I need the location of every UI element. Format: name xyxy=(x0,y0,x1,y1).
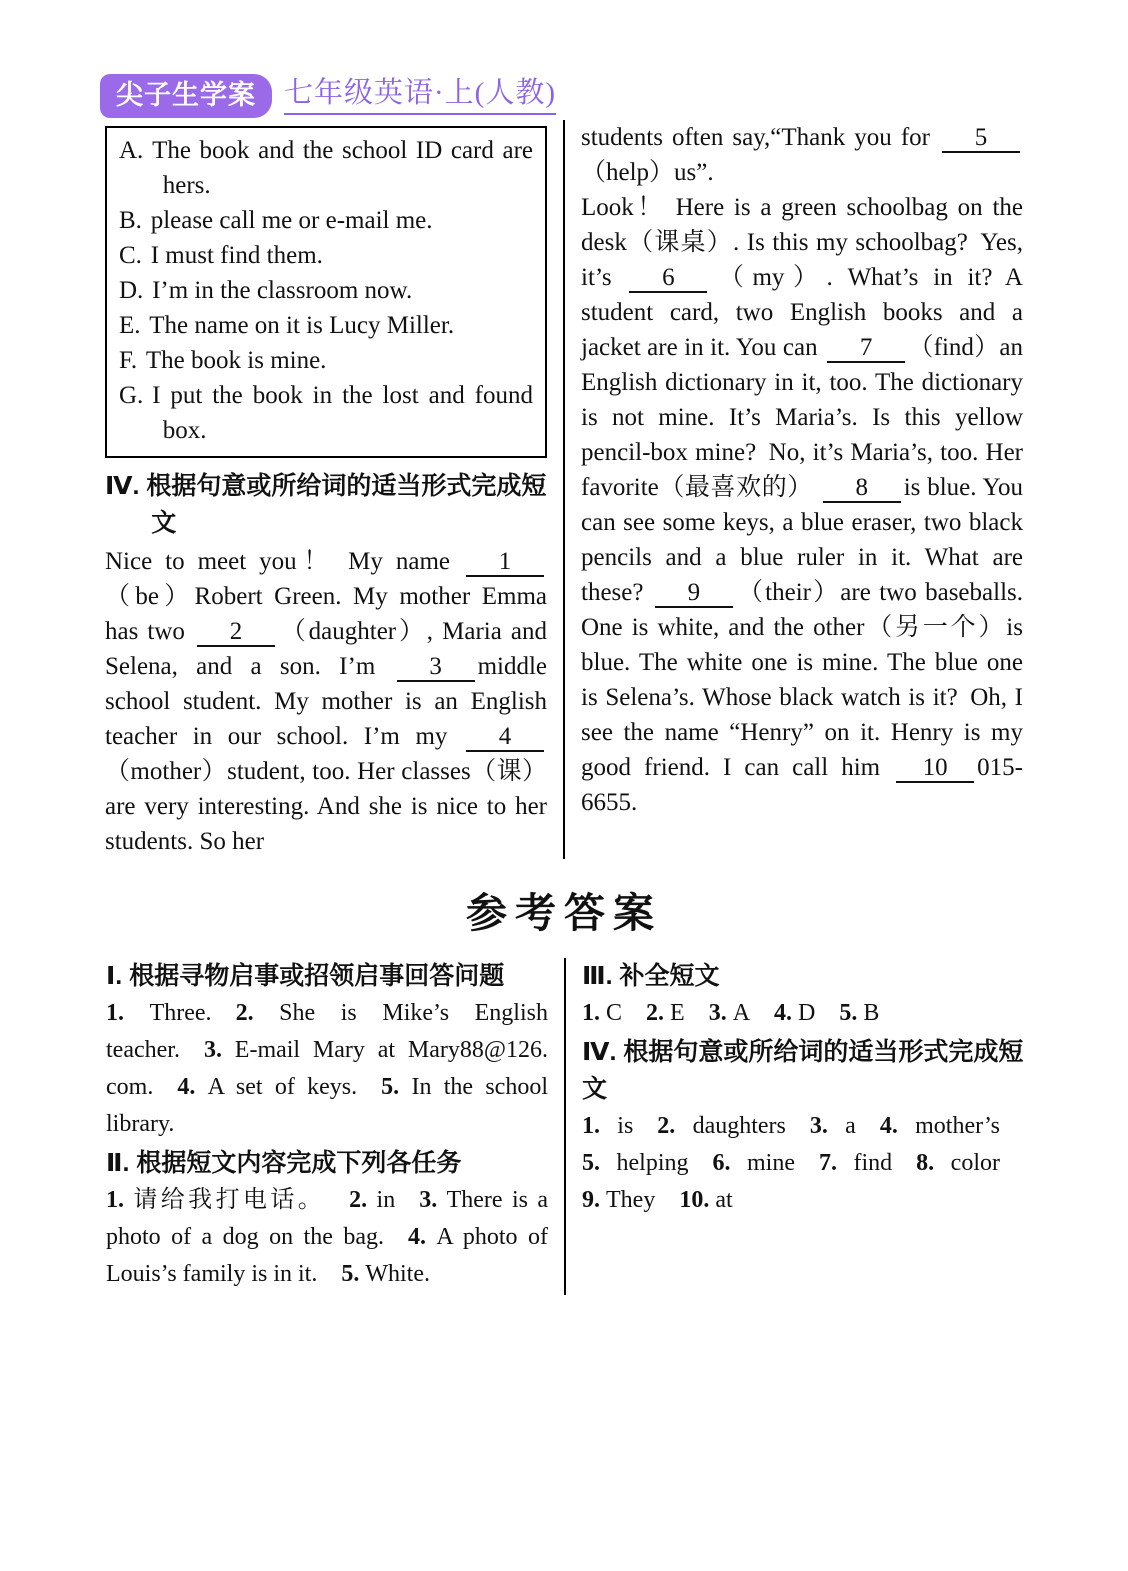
answer-number: 2. xyxy=(657,1113,676,1139)
blank-10: 10 xyxy=(896,755,974,783)
answer-items-3: 1. C 2. E 3. A 4. D 5. B xyxy=(582,1000,880,1026)
option-item-g xyxy=(119,378,533,448)
blank-8: 8 xyxy=(823,475,901,503)
answer-number: 3. xyxy=(203,1037,222,1063)
option-text: The book and the school ID card are hers. xyxy=(152,137,533,199)
answer-heading-4: Ⅳ. 根据句意或所给词的适当形式完成短文 xyxy=(582,1038,1024,1103)
option-item-f xyxy=(119,343,533,378)
answer-number: 2. xyxy=(349,1187,368,1213)
option-item-a xyxy=(119,133,533,203)
exercise-section xyxy=(105,120,1025,859)
option-label: A. xyxy=(119,137,144,164)
answer-number: 4. xyxy=(879,1113,898,1139)
answer-heading-1: Ⅰ. 根据寻物启事或招领启事回答问题 xyxy=(106,962,505,990)
answer-number: 6. xyxy=(712,1150,731,1176)
answer-items-2: 1. 请给我打电话。 2. in 3. There is a photo of a dog on the bag. 4. A photo of Louis’s family is in it. 5. White. xyxy=(106,1187,548,1287)
exercise-right-column xyxy=(581,120,1023,859)
blank-2: 2 xyxy=(197,619,275,647)
answer-number: 3. xyxy=(419,1187,438,1213)
answers-left-column xyxy=(106,958,548,1295)
option-label: C. xyxy=(119,242,142,269)
option-label: B. xyxy=(119,207,142,234)
option-item-d xyxy=(119,273,533,308)
blank-7: 7 xyxy=(827,335,905,363)
brand-badge: 尖子生学案 xyxy=(100,74,272,118)
answer-number: 5. xyxy=(582,1150,600,1176)
answer-number: 5. xyxy=(381,1074,400,1100)
answer-number: 2. xyxy=(646,1000,665,1026)
answer-number: 2. xyxy=(235,1000,254,1026)
option-item-e xyxy=(119,308,533,343)
answer-number: 4. xyxy=(177,1074,196,1100)
option-label: D. xyxy=(119,277,144,304)
option-label: F. xyxy=(119,347,138,374)
answer-heading-2: Ⅱ. 根据短文内容完成下列各任务 xyxy=(106,1149,462,1177)
answer-number: 9. xyxy=(582,1187,600,1213)
answer-number: 4. xyxy=(774,1000,793,1026)
option-text: I must find them. xyxy=(150,242,323,269)
options-box xyxy=(105,126,547,458)
blank-1: 1 xyxy=(466,549,544,577)
option-label: E. xyxy=(119,312,141,339)
section-iv-heading: Ⅳ. 根据句意或所给词的适当形式完成短文 xyxy=(105,472,547,537)
answer-number: 3. xyxy=(708,1000,727,1026)
answers-right-column xyxy=(582,958,1024,1295)
cloze-passage-part3: Look！ Here is a green schoolbag on the desk（课桌）. Is this my schoolbag? Yes, it’s 6 （my）. What’s in it? A student card, two English books and a jacket are in it. You can 7 （find）an English dictionary in it, too. The dictionary is not mine. It’s Maria’s. Is this yellow pencil-box mine? No, it’s Maria’s, too. Her favorite（最喜欢的） 8 is blue. You can see some keys, a blue eraser, two black pencils and a blue ruler in it. What are these? 9 （their）are two baseballs. One is white, and the other（另一个）is blue. The white one is mine. The blue one is Selena’s. Whose black watch is it? Oh, I see the name “Henry” on it. Henry is my good friend. I can call him 10 015-6655. xyxy=(581,194,1023,816)
answer-number: 1. xyxy=(582,1113,600,1139)
answer-heading-3: Ⅲ. 补全短文 xyxy=(582,962,720,990)
answer-number: 7. xyxy=(819,1150,837,1176)
answers-column-divider xyxy=(564,958,566,1295)
answers-title: 参考答案 xyxy=(466,890,662,936)
answer-number: 5. xyxy=(341,1261,360,1287)
blank-3: 3 xyxy=(397,654,475,682)
option-text: The book is mine. xyxy=(145,347,327,374)
answer-number: 5. xyxy=(839,1000,858,1026)
exercise-left-column xyxy=(105,120,547,859)
column-divider xyxy=(563,120,565,859)
series-title: 七年级英语·上(人教) xyxy=(284,77,556,114)
blank-6: 6 xyxy=(629,265,707,293)
option-text: please call me or e-mail me. xyxy=(150,207,433,234)
option-text: I put the book in the lost and found box. xyxy=(152,382,533,444)
answers-section xyxy=(106,958,1026,1295)
option-text: I’m in the classroom now. xyxy=(152,277,413,304)
answer-number: 1. xyxy=(582,1000,600,1026)
option-item-c xyxy=(119,238,533,273)
answer-number: 3. xyxy=(809,1113,828,1139)
answer-number: 1. xyxy=(106,1000,124,1026)
page-header xyxy=(100,74,556,118)
option-item-b xyxy=(119,203,533,238)
answer-number: 8. xyxy=(916,1150,935,1176)
answer-items-1: 1. Three. 2. She is Mike’s English teacher. 3. E-mail Mary at Mary88@126. com. 4. A set of keys. 5. In the school library. xyxy=(106,1000,548,1137)
blank-9: 9 xyxy=(655,580,733,608)
answer-number: 1. xyxy=(106,1187,124,1213)
answer-items-4: 1. is 2. daughters 3. a 4. mother’s 5. helping 6. mine 7. find 8. color 9. They 10. at xyxy=(582,1113,1024,1213)
answer-number: 4. xyxy=(407,1224,426,1250)
option-label: G. xyxy=(119,382,144,409)
blank-4: 4 xyxy=(466,724,544,752)
blank-5: 5 xyxy=(942,125,1020,153)
answer-number: 10. xyxy=(679,1187,710,1213)
cloze-passage-part1: Nice to meet you！ My name 1（be）Robert Green. My mother Emma has two 2 （daughter）, Maria and Selena, and a son. I’m 3 middle school student. My mother is an English teacher in our school. I’m my 4（mother）student, too. Her classes（课）are very interesting. And she is nice to her students. So her xyxy=(105,548,547,855)
option-text: The name on it is Lucy Miller. xyxy=(149,312,455,339)
cloze-passage-part2: students often say,“Thank you for 5（help）us”. xyxy=(581,120,1023,190)
